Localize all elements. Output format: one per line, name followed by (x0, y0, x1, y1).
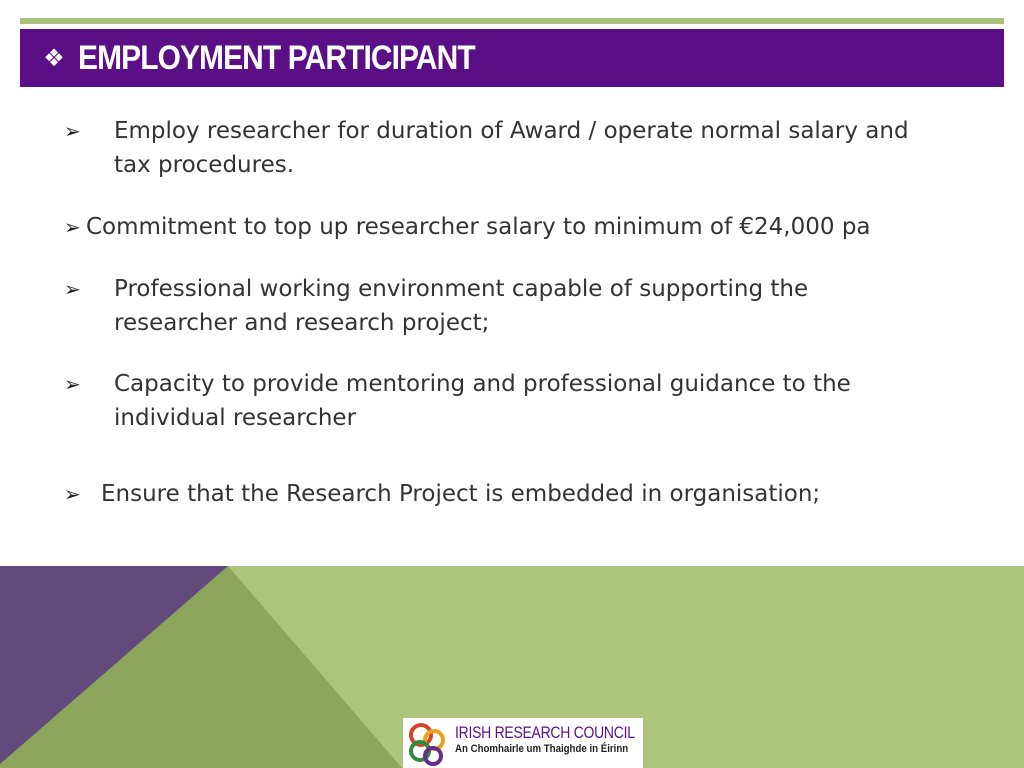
bullet-text: Professional working environment capable of supporting the researcher and research project; (114, 276, 809, 336)
title-bar (20, 29, 1004, 87)
bullet-text: Capacity to provide mentoring and professional guidance to the individual researcher (114, 371, 851, 431)
diamond-bullet-icon: ❖ (43, 44, 65, 72)
irish-research-council-logo (403, 718, 643, 768)
celtic-knot-logo-icon (403, 718, 453, 768)
top-accent-rule (20, 18, 1004, 24)
bullet-text: Commitment to top up researcher salary to minimum of €24,000 pa (86, 214, 871, 240)
slide-title: EMPLOYMENT PARTICIPANT (78, 38, 475, 77)
bullet-text: Ensure that the Research Project is embedded in organisation; (101, 481, 821, 507)
arrow-bullet-icon: ➢ (64, 482, 81, 506)
bullet-text: Employ researcher for duration of Award / operate normal salary and tax procedures. (114, 118, 909, 178)
logo-title: IRISH RESEARCH COUNCIL (455, 723, 635, 742)
arrow-bullet-icon: ➢ (64, 119, 81, 143)
logo-subtitle: An Chomhairle um Thaighde in Éirinn (455, 743, 629, 755)
arrow-bullet-icon: ➢ (64, 215, 81, 239)
arrow-bullet-icon: ➢ (64, 277, 81, 301)
arrow-bullet-icon: ➢ (64, 372, 81, 396)
